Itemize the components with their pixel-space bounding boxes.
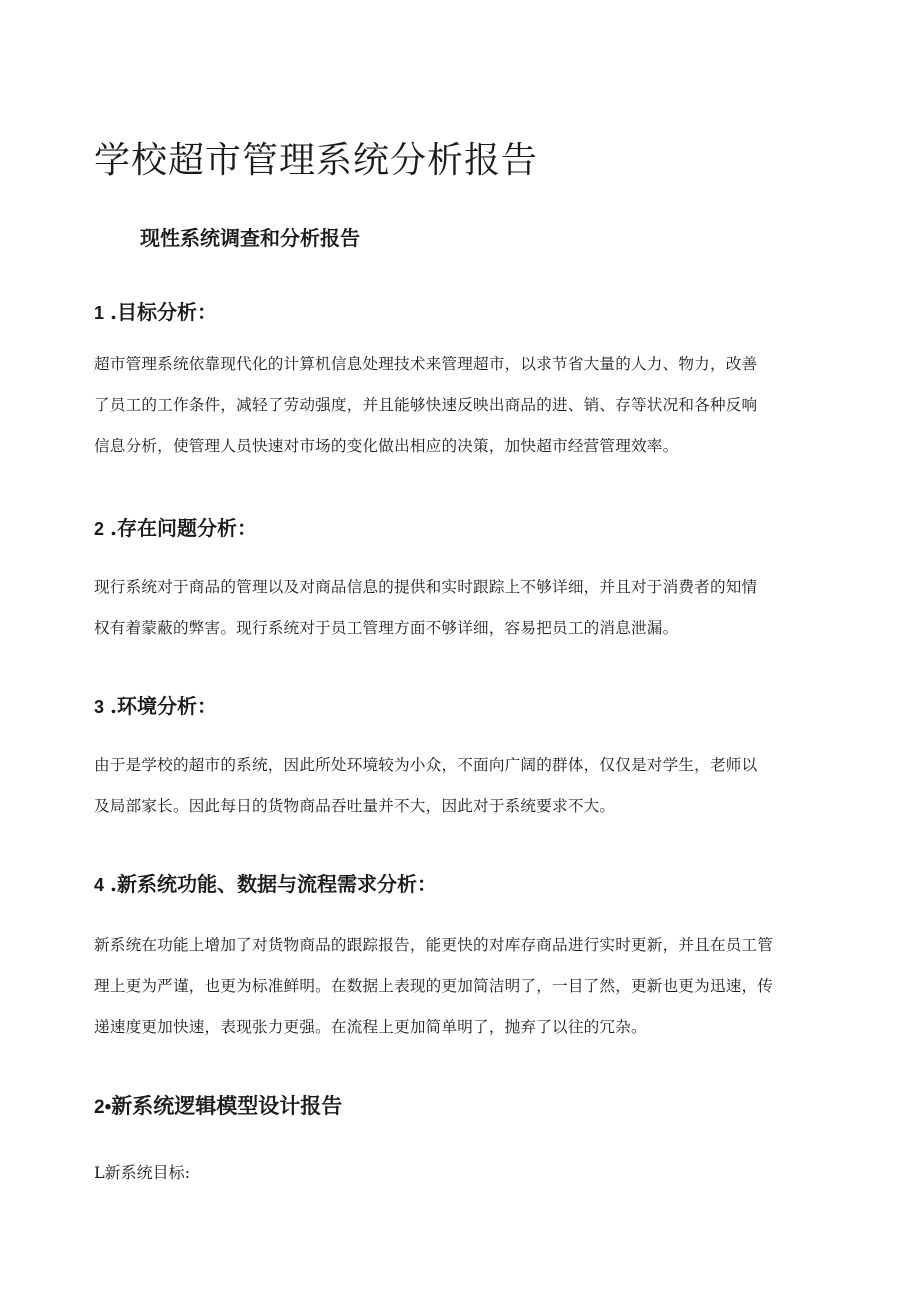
document-subtitle: 现性系统调查和分析报告 — [140, 226, 360, 250]
section-paragraph-environment — [94, 745, 829, 827]
section-paragraph-requirements — [94, 925, 829, 1048]
paragraph-line: 新系统在功能上增加了对货物商品的跟踪报告，能更快的对库存商品进行实时更新，并且在员工管 — [94, 936, 774, 954]
section-title: .新系统功能、数据与流程需求分析： — [110, 872, 437, 896]
document-title: 学校超市管理系统分析报告 — [94, 140, 539, 181]
section-heading-requirements — [94, 868, 437, 897]
section-number: 2 — [94, 519, 105, 539]
paragraph-line: 了员工的工作条件，减轻了劳动强度，并且能够快速反映出商品的进、销、存等状况和各种反响 — [94, 396, 758, 414]
section-title: .存在问题分析： — [110, 516, 257, 540]
paragraph-line: 信息分析，使管理人员快速对市场的变化做出相应的决策，加快超市经营管理效率。 — [94, 437, 679, 455]
section-paragraph-goal — [94, 344, 829, 467]
section-paragraph-problems — [94, 567, 829, 649]
paragraph-line: 理上更为严谨，也更为标准鲜明。在数据上表现的更加简洁明了，一目了然，更新也更为迅速，传 — [94, 977, 774, 995]
section-heading-goal — [94, 296, 217, 325]
paragraph-line: 现行系统对于商品的管理以及对商品信息的提供和实时跟踪上不够详细，并且对于消费者的知情 — [94, 578, 758, 596]
paragraph-line: 权有着蒙蔽的弊害。现行系统对于员工管理方面不够详细，容易把员工的消息泄漏。 — [94, 619, 679, 637]
section-heading-problems — [94, 512, 257, 541]
section-number: 1 — [94, 303, 105, 323]
part-number: 2• — [94, 1097, 112, 1118]
part-title: 新系统逻辑模型设计报告 — [111, 1093, 343, 1118]
section-title: .目标分析： — [110, 300, 217, 324]
section-heading-environment — [94, 690, 217, 719]
section-number: 4 — [94, 875, 105, 895]
part-heading-logical-model — [94, 1090, 342, 1120]
paragraph-line: 递速度更加快速，表现张力更强。在流程上更加简单明了，抛弃了以往的冗杂。 — [94, 1018, 647, 1036]
paragraph-line: 及局部家长。因此每日的货物商品吞吐量并不大，因此对于系统要求不大。 — [94, 797, 616, 815]
paragraph-line: 超市管理系统依靠现代化的计算机信息处理技术来管理超市，以求节省大量的人力、物力，改善 — [94, 355, 758, 373]
new-system-goal-label: L新系统目标: — [94, 1163, 191, 1182]
section-number: 3 — [94, 697, 105, 717]
section-title: .环境分析： — [110, 694, 217, 718]
paragraph-line: 由于是学校的超市的系统，因此所处环境较为小众，不面向广阔的群体，仅仅是对学生，老师以 — [94, 756, 758, 774]
